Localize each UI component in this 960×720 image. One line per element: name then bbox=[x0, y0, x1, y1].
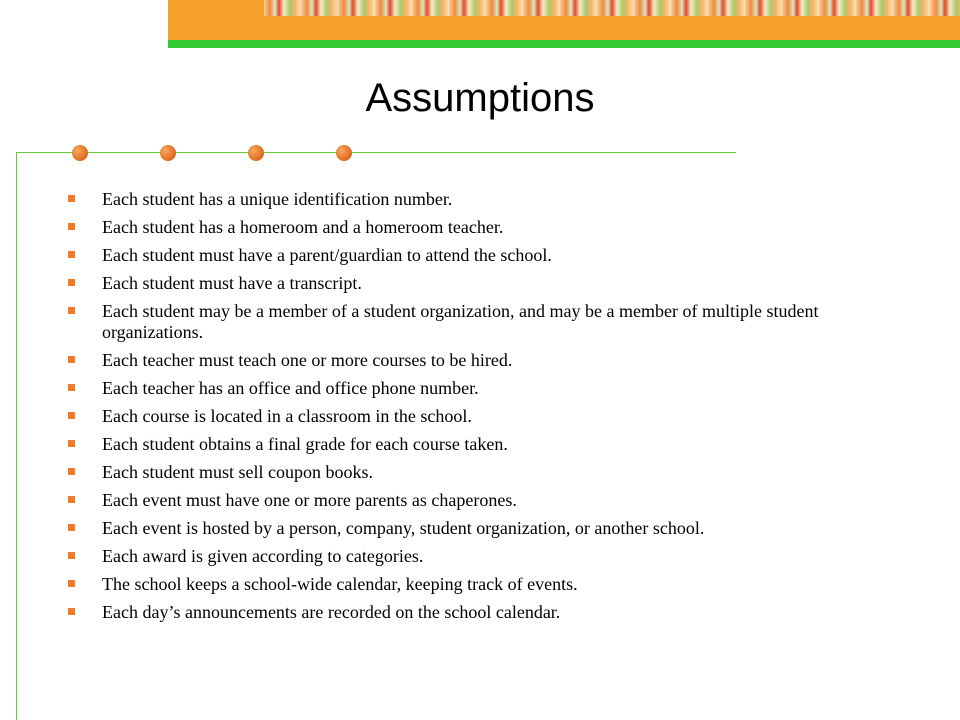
list-item bbox=[68, 245, 868, 266]
bullet-square-icon bbox=[68, 307, 75, 314]
list-item bbox=[68, 434, 868, 455]
list-item-text: Each award is given according to categories. bbox=[102, 546, 424, 566]
list-item-text: Each teacher has an office and office phone number. bbox=[102, 378, 479, 398]
orange-dot-icon bbox=[160, 145, 176, 161]
list-item-text: Each teacher must teach one or more courses to be hired. bbox=[102, 350, 513, 370]
list-item-text: Each student must sell coupon books. bbox=[102, 462, 373, 482]
list-item-text: Each student has a unique identification number. bbox=[102, 189, 453, 209]
list-item bbox=[68, 490, 868, 511]
bullet-square-icon bbox=[68, 195, 75, 202]
list-item bbox=[68, 602, 868, 623]
list-item bbox=[68, 189, 868, 210]
list-item bbox=[68, 301, 868, 343]
list-item bbox=[68, 378, 868, 399]
list-item-text: Each event must have one or more parents as chaperones. bbox=[102, 490, 517, 510]
banner-pattern bbox=[264, 0, 960, 16]
bullet-square-icon bbox=[68, 468, 75, 475]
assumption-list bbox=[68, 189, 868, 630]
list-item-text: Each student must have a parent/guardian to attend the school. bbox=[102, 245, 552, 265]
list-item-text: Each student obtains a final grade for each course taken. bbox=[102, 434, 508, 454]
bullet-square-icon bbox=[68, 580, 75, 587]
orange-dot-icon bbox=[336, 145, 352, 161]
list-item bbox=[68, 217, 868, 238]
list-item-text: Each course is located in a classroom in the school. bbox=[102, 406, 472, 426]
bullet-square-icon bbox=[68, 608, 75, 615]
green-accent-bar bbox=[168, 40, 960, 48]
bullet-square-icon bbox=[68, 440, 75, 447]
list-item-text: Each student has a homeroom and a homeroom teacher. bbox=[102, 217, 504, 237]
list-item-text: Each event is hosted by a person, company, student organization, or another school. bbox=[102, 518, 705, 538]
bullet-square-icon bbox=[68, 279, 75, 286]
orange-dot-icon bbox=[248, 145, 264, 161]
bullet-square-icon bbox=[68, 251, 75, 258]
bullet-square-icon bbox=[68, 496, 75, 503]
top-banner bbox=[168, 0, 960, 40]
bullet-square-icon bbox=[68, 552, 75, 559]
bullet-square-icon bbox=[68, 412, 75, 419]
list-item bbox=[68, 273, 868, 294]
bullet-square-icon bbox=[68, 223, 75, 230]
list-item bbox=[68, 574, 868, 595]
orange-dot-icon bbox=[72, 145, 88, 161]
list-item bbox=[68, 406, 868, 427]
bullet-square-icon bbox=[68, 384, 75, 391]
bullet-square-icon bbox=[68, 356, 75, 363]
bullet-square-icon bbox=[68, 524, 75, 531]
top-divider-line bbox=[16, 152, 736, 153]
list-item-text: Each student may be a member of a student organization, and may be a member of multiple student organizations. bbox=[102, 301, 819, 342]
list-item bbox=[68, 462, 868, 483]
list-item-text: Each day’s announcements are recorded on the school calendar. bbox=[102, 602, 561, 622]
list-item bbox=[68, 350, 868, 371]
list-item bbox=[68, 546, 868, 567]
slide-title: Assumptions bbox=[365, 76, 595, 120]
list-item bbox=[68, 518, 868, 539]
list-item-text: Each student must have a transcript. bbox=[102, 273, 362, 293]
list-item-text: The school keeps a school-wide calendar, keeping track of events. bbox=[102, 574, 578, 594]
left-divider-line bbox=[16, 152, 17, 720]
